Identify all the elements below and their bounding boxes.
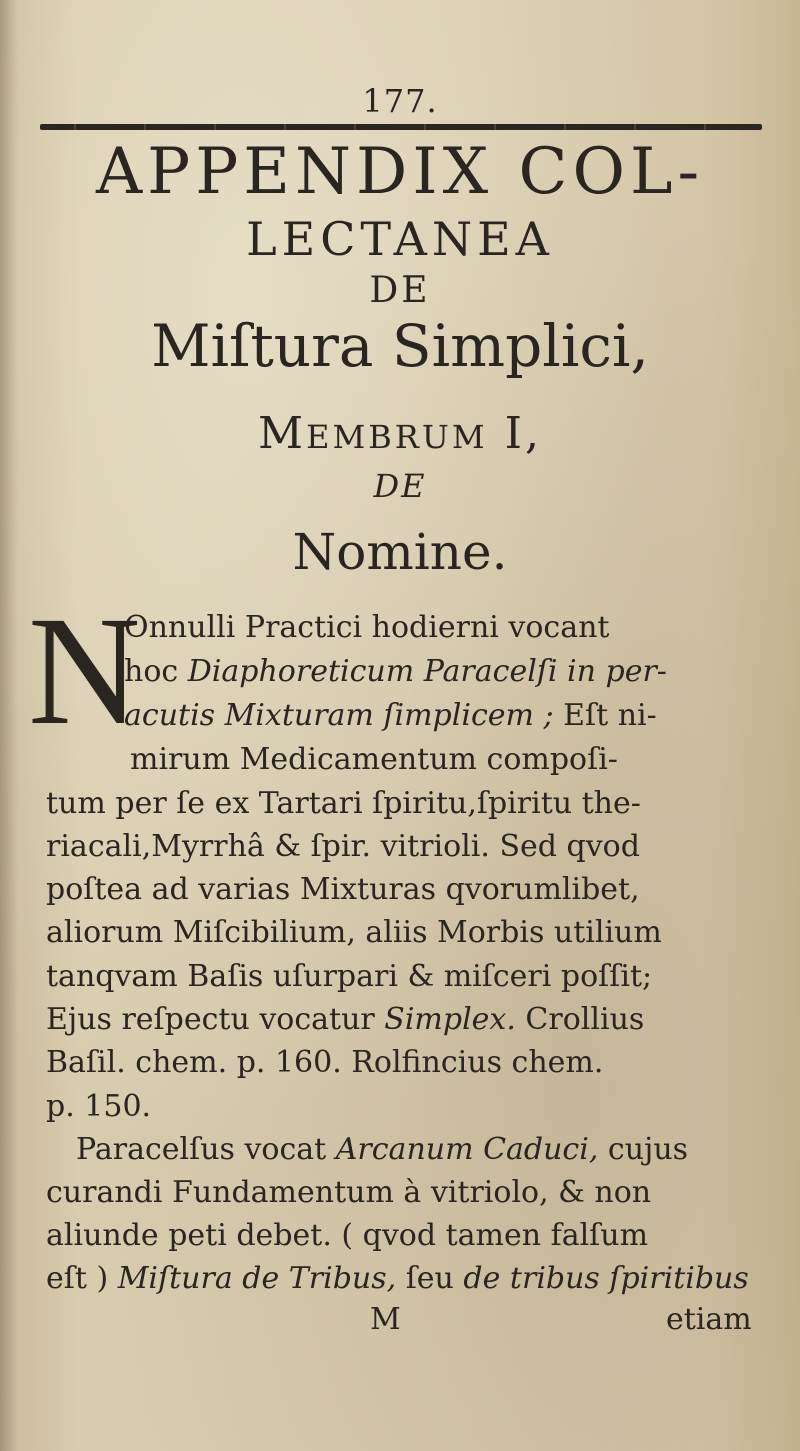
text-line-10 <box>46 1000 644 1040</box>
title-line-appendix: APPENDIX COL- <box>95 135 705 209</box>
signature-mark: M <box>370 1302 401 1337</box>
text-line-10-roman: Ejus reſpectu vocatur <box>46 1002 385 1037</box>
text-line-16-roman: eſt ) <box>46 1261 118 1296</box>
catchword: etiam <box>666 1302 752 1337</box>
text-line-2 <box>124 652 667 692</box>
section-heading-nomine: Nomine. <box>292 523 508 581</box>
text-line-10-roman-end: Crollius <box>515 1002 645 1037</box>
text-line-12: p. 150. <box>46 1089 152 1124</box>
text-line-15: aliunde peti debet. ( qvod tamen falſum <box>46 1218 649 1253</box>
section-heading-de: DE <box>373 467 427 505</box>
text-line-16 <box>46 1259 749 1299</box>
text-line-16-italic-end: de tribus ſpiritibus <box>463 1261 749 1296</box>
text-line-10-italic: Simplex. <box>384 1002 516 1037</box>
text-line-13-roman: Paracelſus vocat <box>76 1132 336 1167</box>
text-line-16-italic: Miſtura de Tribus, <box>117 1261 397 1296</box>
text-line-3-roman: Eſt ni- <box>553 698 657 733</box>
text-line-3 <box>124 696 657 736</box>
text-line-4: mirum Medicamentum compoſi- <box>130 742 618 777</box>
text-line-3-italic: acutis Mixturam ſimplicem ; <box>124 698 554 733</box>
text-line-13-roman-end: cujus <box>598 1132 689 1167</box>
text-line-14: curandi Fundamentum à vitriolo, & non <box>46 1175 652 1210</box>
text-line-13-italic: Arcanum Caduci, <box>335 1132 599 1167</box>
text-line-7: poſtea ad varias Mixturas qvorumlibet, <box>46 872 640 907</box>
text-line-9: tanqvam Baſis uſurpari & miſceri poſſit; <box>46 959 653 994</box>
text-line-1: Onnulli Practici hodierni vocant <box>124 610 610 645</box>
text-line-2-roman: hoc <box>124 654 188 689</box>
text-line-8: aliorum Miſcibilium, aliis Morbis utilium <box>46 915 662 950</box>
title-line-de: DE <box>369 270 431 311</box>
text-line-2-italic: Diaphoreticum Paracelſi in per- <box>187 654 667 689</box>
membrum-word: EMBRUM <box>306 418 488 456</box>
text-line-13 <box>76 1130 688 1170</box>
header-rule <box>40 124 762 130</box>
title-line-lectanea: LECTANEA <box>246 212 554 266</box>
membrum-initial: M <box>258 408 307 459</box>
membrum-number: I, <box>487 408 542 459</box>
text-line-16-roman-mid: ſeu <box>396 1261 464 1296</box>
text-line-11: Baſil. chem. p. 160. Rolfincius chem. <box>46 1045 604 1080</box>
section-heading-membrum <box>0 408 800 463</box>
title-line-mistura: Miſtura Simplici, <box>151 312 649 380</box>
text-line-5: tum per ſe ex Tartari ſpiritu,ſpiritu the- <box>46 786 641 821</box>
text-line-6: riacali,Myrrhâ & ſpir. vitrioli. Sed qvod <box>46 829 640 864</box>
drop-cap: N <box>28 584 141 757</box>
page-number: 177. <box>362 82 438 120</box>
